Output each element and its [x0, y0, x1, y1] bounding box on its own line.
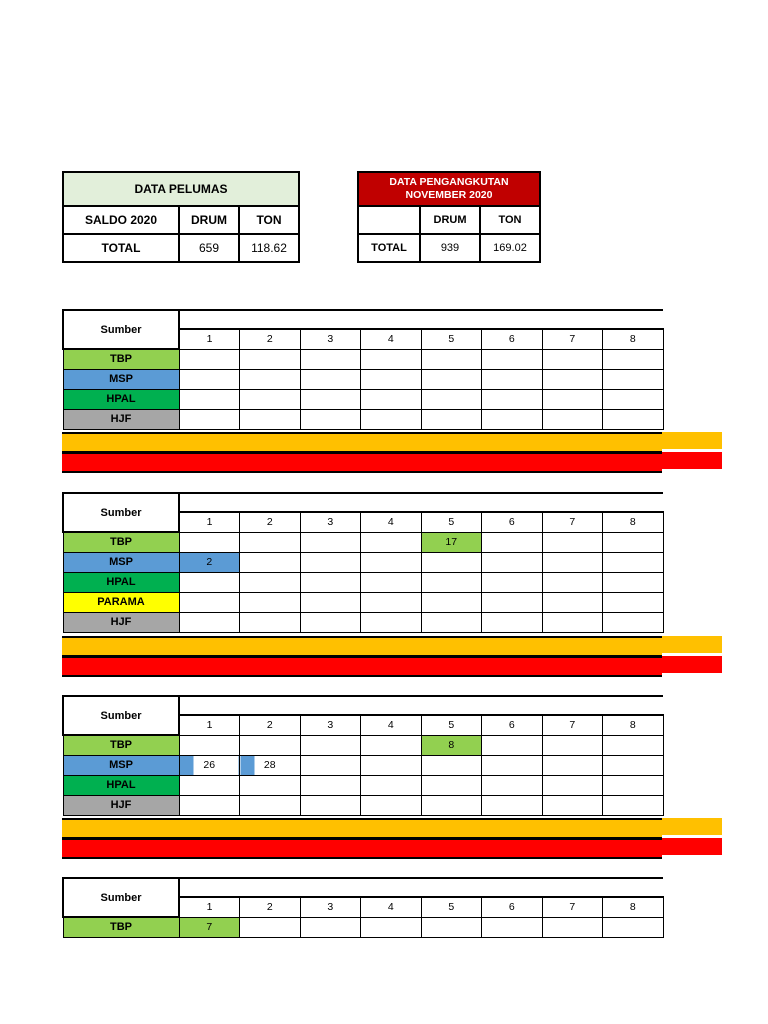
value-cell [361, 735, 422, 755]
value-cell [542, 552, 603, 572]
total-bar [62, 432, 662, 453]
source-label-tbp: TBP [63, 735, 179, 755]
value-cell [482, 592, 543, 612]
value-cell [603, 795, 664, 815]
day-header: 7 [542, 512, 603, 532]
table-row [63, 409, 663, 429]
header-blank [179, 878, 663, 897]
source-label-tbp: TBP [63, 349, 179, 369]
value-cell [542, 735, 603, 755]
value-cell [421, 349, 482, 369]
value-cell [603, 572, 664, 592]
source-label-parama: PARAMA [63, 592, 179, 612]
day-header: 1 [179, 512, 240, 532]
value-cell [482, 735, 543, 755]
sumber-header: Sumber [63, 310, 179, 349]
value-cell [300, 409, 361, 429]
value-cell [361, 795, 422, 815]
day-header: 6 [482, 897, 543, 917]
value-cell [179, 612, 240, 632]
sumber-header: Sumber [63, 878, 179, 917]
pengangkutan-drum-value: 939 [420, 234, 480, 262]
table-row [63, 917, 663, 937]
header-blank [179, 493, 663, 512]
value-cell [300, 592, 361, 612]
pengangkutan-ton-value: 169.02 [480, 234, 540, 262]
day-header: 5 [421, 512, 482, 532]
value-cell [603, 552, 664, 572]
day-header: 4 [361, 715, 422, 735]
value-cell [179, 735, 240, 755]
value-cell [482, 795, 543, 815]
value-cell [300, 917, 361, 937]
pengangkutan-col-ton: TON [480, 206, 540, 234]
value-cell [421, 572, 482, 592]
value-cell [300, 572, 361, 592]
value-cell [482, 409, 543, 429]
value-cell: 8 [421, 735, 482, 755]
value-cell [603, 349, 664, 369]
value-cell [421, 389, 482, 409]
red-bar-extension [662, 452, 722, 469]
source-label-tbp: TBP [63, 917, 179, 937]
total-bar-extension [662, 636, 722, 653]
value-cell [542, 369, 603, 389]
pengangkutan-col-drum: DRUM [420, 206, 480, 234]
value-cell [542, 592, 603, 612]
value-cell [542, 775, 603, 795]
value-cell [482, 532, 543, 552]
value-cell [361, 775, 422, 795]
pelumas-drum-value: 659 [179, 234, 239, 262]
value-cell [421, 612, 482, 632]
day-header: 3 [300, 512, 361, 532]
value-cell [300, 755, 361, 775]
source-label-hjf: HJF [63, 409, 179, 429]
value-cell: 28 [240, 755, 301, 775]
value-cell [482, 917, 543, 937]
value-cell [240, 349, 301, 369]
value-cell: 7 [179, 917, 240, 937]
day-header: 7 [542, 715, 603, 735]
value-cell [240, 775, 301, 795]
value-cell [482, 775, 543, 795]
source-label-hpal: HPAL [63, 775, 179, 795]
value-cell [361, 409, 422, 429]
value-cell [603, 917, 664, 937]
day-header: 4 [361, 897, 422, 917]
value-cell [603, 592, 664, 612]
value-cell [179, 592, 240, 612]
value-cell [361, 369, 422, 389]
red-bar-extension [662, 838, 722, 855]
value-cell [542, 532, 603, 552]
day-header: 5 [421, 329, 482, 349]
value-cell [603, 389, 664, 409]
pelumas-row-label: SALDO 2020 [63, 206, 179, 234]
value-cell [300, 552, 361, 572]
table-row [63, 775, 663, 795]
value-cell [240, 917, 301, 937]
value-cell [179, 369, 240, 389]
value-cell [240, 532, 301, 552]
value-cell [179, 572, 240, 592]
pengangkutan-total-label: TOTAL [358, 234, 420, 262]
value-cell [421, 409, 482, 429]
value-cell [542, 917, 603, 937]
total-bar [62, 636, 662, 657]
value-cell [603, 409, 664, 429]
red-bar [62, 452, 662, 473]
value-cell [240, 612, 301, 632]
value-cell [542, 572, 603, 592]
value-cell [361, 389, 422, 409]
value-cell [421, 552, 482, 572]
value-cell [421, 755, 482, 775]
value-cell [421, 775, 482, 795]
value-cell: 2 [179, 552, 240, 572]
day-header: 3 [300, 329, 361, 349]
day-header: 5 [421, 897, 482, 917]
day-header: 7 [542, 897, 603, 917]
value-cell [179, 389, 240, 409]
value-cell [542, 755, 603, 775]
day-header: 5 [421, 715, 482, 735]
table-row [63, 532, 663, 552]
source-label-tbp: TBP [63, 532, 179, 552]
day-header: 8 [603, 715, 664, 735]
value-cell [300, 532, 361, 552]
table-row [63, 572, 663, 592]
sumber-header: Sumber [63, 696, 179, 735]
source-label-msp: MSP [63, 369, 179, 389]
value-cell [421, 795, 482, 815]
value-cell [361, 755, 422, 775]
value-cell [542, 389, 603, 409]
value-cell [240, 795, 301, 815]
source-label-msp: MSP [63, 552, 179, 572]
value-cell [361, 532, 422, 552]
value-cell [240, 369, 301, 389]
value-cell [542, 409, 603, 429]
value-cell [361, 917, 422, 937]
value-cell [482, 369, 543, 389]
value-cell [240, 389, 301, 409]
day-header: 8 [603, 512, 664, 532]
pengangkutan-blank-cell [358, 206, 420, 234]
table-row [63, 389, 663, 409]
value-cell [542, 349, 603, 369]
table-row [63, 612, 663, 632]
value-cell [482, 612, 543, 632]
value-cell [300, 735, 361, 755]
value-cell [179, 532, 240, 552]
value-cell [240, 572, 301, 592]
value-cell [179, 775, 240, 795]
source-table-1 [62, 309, 664, 430]
value-cell [603, 775, 664, 795]
value-cell: 17 [421, 532, 482, 552]
total-bar-extension [662, 432, 722, 449]
value-cell [603, 612, 664, 632]
total-bar-extension [662, 818, 722, 835]
source-label-hpal: HPAL [63, 572, 179, 592]
value-cell [421, 917, 482, 937]
value-cell [179, 409, 240, 429]
value-cell [603, 735, 664, 755]
value-cell [421, 592, 482, 612]
value-cell [482, 552, 543, 572]
value-cell [300, 349, 361, 369]
pelumas-col-drum: DRUM [179, 206, 239, 234]
red-bar-extension [662, 656, 722, 673]
value-cell [361, 552, 422, 572]
source-table-2 [62, 492, 664, 633]
table-row [63, 369, 663, 389]
value-cell [240, 735, 301, 755]
value-cell [603, 369, 664, 389]
red-bar [62, 838, 662, 859]
pelumas-summary-table [62, 171, 300, 263]
value-cell [542, 795, 603, 815]
value-cell [179, 349, 240, 369]
value-cell [361, 592, 422, 612]
pelumas-total-label: TOTAL [63, 234, 179, 262]
pengangkutan-summary-table [357, 171, 541, 263]
day-header: 2 [240, 715, 301, 735]
day-header: 2 [240, 329, 301, 349]
value-cell [240, 552, 301, 572]
value-cell [240, 409, 301, 429]
day-header: 3 [300, 897, 361, 917]
day-header: 8 [603, 897, 664, 917]
day-header: 6 [482, 512, 543, 532]
value-cell [361, 572, 422, 592]
value-cell [482, 349, 543, 369]
value-cell [603, 532, 664, 552]
day-header: 6 [482, 329, 543, 349]
value-cell [482, 389, 543, 409]
value-cell [179, 795, 240, 815]
value-cell: 26 [179, 755, 240, 775]
value-cell [300, 612, 361, 632]
value-cell [240, 592, 301, 612]
source-label-hpal: HPAL [63, 389, 179, 409]
day-header: 7 [542, 329, 603, 349]
table-row [63, 755, 663, 775]
day-header: 8 [603, 329, 664, 349]
table-row [63, 592, 663, 612]
source-label-hjf: HJF [63, 795, 179, 815]
value-cell [482, 755, 543, 775]
table-row [63, 795, 663, 815]
day-header: 3 [300, 715, 361, 735]
day-header: 4 [361, 512, 422, 532]
red-bar [62, 656, 662, 677]
value-cell [300, 389, 361, 409]
value-cell [300, 369, 361, 389]
day-header: 1 [179, 897, 240, 917]
pelumas-col-ton: TON [239, 206, 299, 234]
day-header: 2 [240, 512, 301, 532]
day-header: 6 [482, 715, 543, 735]
source-table-3 [62, 695, 664, 816]
value-cell [361, 349, 422, 369]
table-row [63, 735, 663, 755]
source-label-hjf: HJF [63, 612, 179, 632]
value-cell [542, 612, 603, 632]
table-row [63, 552, 663, 572]
source-label-msp: MSP [63, 755, 179, 775]
day-header: 1 [179, 715, 240, 735]
table-row [63, 349, 663, 369]
pelumas-ton-value: 118.62 [239, 234, 299, 262]
value-cell [300, 795, 361, 815]
value-cell [361, 612, 422, 632]
sumber-header: Sumber [63, 493, 179, 532]
day-header: 4 [361, 329, 422, 349]
total-bar [62, 818, 662, 839]
header-blank [179, 696, 663, 715]
source-table-4 [62, 877, 664, 938]
pengangkutan-title: DATA PENGANGKUTAN NOVEMBER 2020 [358, 172, 540, 206]
value-cell [482, 572, 543, 592]
day-header: 1 [179, 329, 240, 349]
pelumas-title: DATA PELUMAS [63, 172, 299, 206]
value-cell [421, 369, 482, 389]
day-header: 2 [240, 897, 301, 917]
value-cell [300, 775, 361, 795]
value-cell [603, 755, 664, 775]
header-blank [179, 310, 663, 329]
